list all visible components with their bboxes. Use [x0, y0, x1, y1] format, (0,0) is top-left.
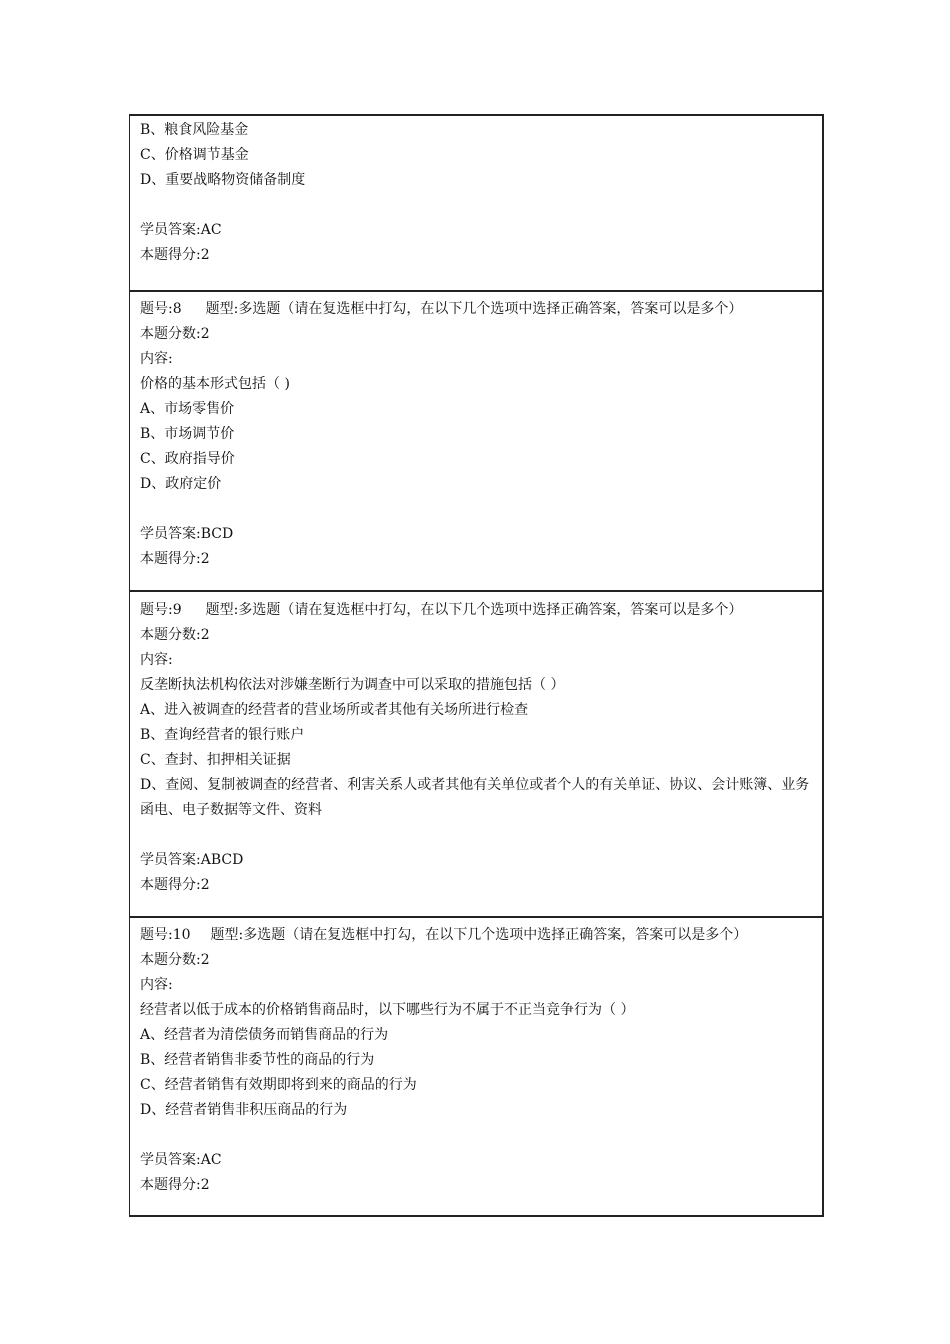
exam-record-sheet: [129, 114, 824, 1217]
question-block-9: [130, 590, 822, 916]
question-block-10: [130, 916, 822, 1217]
question-block-8: [130, 290, 822, 590]
option-b: B、粮食风险基金: [140, 122, 249, 138]
question-block-7: [130, 114, 822, 290]
question-stem: 价格的基本形式包括（ ): [140, 376, 290, 392]
option-b: B、市场调节价: [140, 426, 235, 442]
option-d: D、经营者销售非积压商品的行为: [140, 1102, 348, 1118]
student-answer: 学员答案:ABCD: [140, 852, 244, 868]
question-number: 题号:9: [140, 602, 182, 618]
content-label: 内容:: [140, 351, 173, 367]
student-answer: 学员答案:BCD: [140, 526, 234, 542]
question-score: 本题得分:2: [140, 1177, 210, 1193]
option-c: C、经营者销售有效期即将到来的商品的行为: [140, 1077, 417, 1093]
option-c: C、政府指导价: [140, 451, 235, 467]
question-number: 题号:10: [140, 927, 191, 943]
question-score: 本题得分:2: [140, 551, 210, 567]
option-d: D、政府定价: [140, 476, 222, 492]
question-header: [140, 923, 822, 948]
question-stem: 经营者以低于成本的价格销售商品时，以下哪些行为不属于不正当竞争行为（ ）: [140, 1002, 635, 1018]
question-number: 题号:8: [140, 301, 182, 317]
question-type: 题型:多选题（请在复选框中打勾，在以下几个选项中选择正确答案，答案可以是多个）: [210, 927, 748, 943]
question-stem: 反垄断执法机构依法对涉嫌垄断行为调查中可以采取的措施包括（ ）: [140, 677, 565, 693]
option-d: D、重要战略物资储备制度: [140, 172, 306, 188]
option-c: C、价格调节基金: [140, 147, 249, 163]
option-b: B、经营者销售非委节性的商品的行为: [140, 1052, 375, 1068]
option-d: D、查阅、复制被调查的经营者、利害关系人或者其他有关单位或者个人的有关单证、协议、会计账簿、业务函电、电子数据等文件、资料: [140, 777, 810, 818]
question-header: [140, 297, 822, 322]
question-points: 本题分数:2: [140, 326, 210, 342]
student-answer: 学员答案:AC: [140, 222, 222, 238]
content-label: 内容:: [140, 652, 173, 668]
option-a: A、进入被调查的经营者的营业场所或者其他有关场所进行检查: [140, 702, 529, 718]
question-header: [140, 598, 822, 623]
question-points: 本题分数:2: [140, 627, 210, 643]
option-a: A、经营者为清偿债务而销售商品的行为: [140, 1027, 389, 1043]
question-points: 本题分数:2: [140, 952, 210, 968]
option-c: C、查封、扣押相关证据: [140, 752, 291, 768]
option-a: A、市场零售价: [140, 401, 235, 417]
content-label: 内容:: [140, 977, 173, 993]
option-b: B、查询经营者的银行账户: [140, 727, 305, 743]
student-answer: 学员答案:AC: [140, 1152, 222, 1168]
question-score: 本题得分:2: [140, 877, 210, 893]
question-type: 题型:多选题（请在复选框中打勾，在以下几个选项中选择正确答案，答案可以是多个）: [205, 602, 743, 618]
question-score: 本题得分:2: [140, 247, 210, 263]
question-type: 题型:多选题（请在复选框中打勾，在以下几个选项中选择正确答案，答案可以是多个）: [205, 301, 743, 317]
